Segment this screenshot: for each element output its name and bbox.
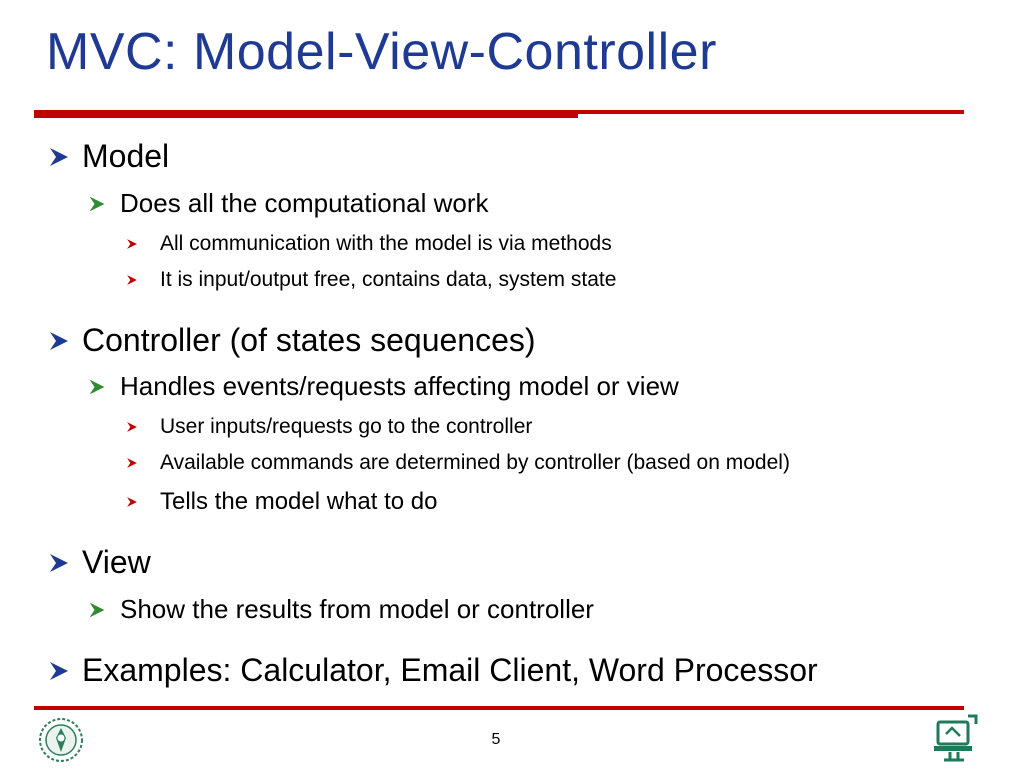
arrow-bullet-icon	[126, 421, 138, 433]
bullet-text: Controller (of states sequences)	[82, 322, 536, 358]
slide-title: MVC: Model-View-Controller	[46, 23, 717, 81]
sub-sub-bullet	[126, 415, 532, 439]
title-underline-thin	[578, 110, 964, 114]
arrow-bullet-icon	[126, 238, 138, 250]
arrow-bullet-icon	[126, 274, 138, 286]
sub-sub-bullet	[126, 488, 438, 516]
arrow-bullet-icon	[88, 195, 106, 213]
bullet-text: Model	[82, 138, 170, 174]
bullet-text: Handles events/requests affecting model or view	[120, 371, 679, 401]
bullet-text: View	[82, 544, 151, 580]
arrow-bullet-icon	[48, 146, 70, 168]
arrow-bullet-icon	[126, 496, 138, 508]
arrow-bullet-icon	[88, 601, 106, 619]
bullet-text: All communication with the model is via methods	[160, 232, 612, 255]
bullet-text: Examples: Calculator, Email Client, Word Processor	[82, 652, 818, 688]
bullet-text: It is input/output free, contains data, system state	[160, 268, 617, 291]
bullet-text: Show the results from model or controller	[120, 594, 594, 624]
bullet-view	[48, 544, 151, 581]
university-seal-logo	[36, 716, 86, 764]
sub-sub-bullet	[126, 451, 790, 475]
bullet-controller	[48, 322, 536, 359]
bullet-text: User inputs/requests go to the controller	[160, 415, 533, 438]
arrow-bullet-icon	[48, 552, 70, 574]
bullet-text: Available commands are determined by controller (based on model)	[160, 451, 790, 474]
sub-bullet	[88, 188, 489, 219]
bullet-examples	[48, 652, 818, 689]
sub-sub-bullet	[126, 268, 616, 292]
sub-bullet	[88, 594, 594, 625]
computer-engineering-logo	[930, 712, 982, 764]
bullet-model	[48, 138, 169, 175]
page-number: 5	[491, 731, 501, 748]
sub-bullet	[88, 371, 679, 402]
arrow-bullet-icon	[88, 378, 106, 396]
bullet-text: Tells the model what to do	[160, 488, 438, 515]
bullet-text: Does all the computational work	[120, 188, 489, 218]
footer-rule	[34, 706, 964, 710]
arrow-bullet-icon	[48, 330, 70, 352]
arrow-bullet-icon	[126, 457, 138, 469]
arrow-bullet-icon	[48, 660, 70, 682]
title-underline-thick	[34, 110, 578, 118]
sub-sub-bullet	[126, 232, 612, 256]
